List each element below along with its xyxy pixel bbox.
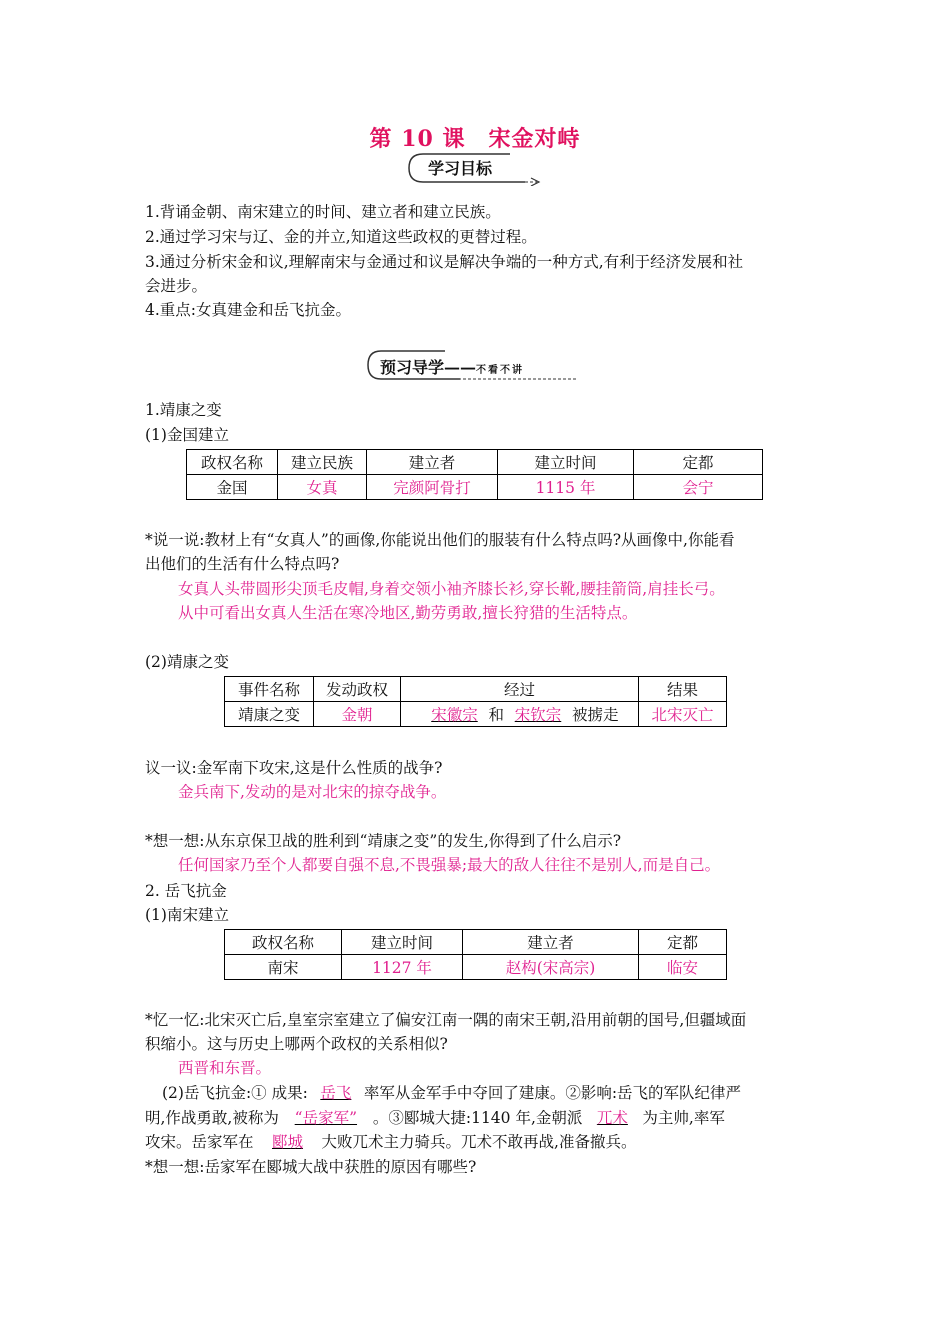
table-header: 经过 bbox=[401, 677, 639, 702]
preview-dash: —— bbox=[444, 358, 477, 377]
table-cell: 完颜阿骨打 bbox=[367, 475, 498, 500]
blank-answer: 岳飞 bbox=[320, 1084, 352, 1102]
para-text: 明,作战勇敢,被称为 bbox=[145, 1109, 279, 1127]
question-3: *想一想:从东京保卫战的胜利到“靖康之变”的发生,你得到了什么启示? bbox=[145, 832, 622, 850]
and-text: 和 bbox=[488, 706, 504, 724]
table-header: 建立者 bbox=[463, 930, 639, 955]
question-1-cont: 出他们的生活有什么特点吗? bbox=[145, 555, 340, 573]
para-text: 。③郾城大捷:1140 年,金朝派 bbox=[372, 1109, 583, 1127]
blank-answer: 宋钦宗 bbox=[514, 706, 562, 724]
goal-3: 3.通过分析宋金和议,理解南宋与金通过和议是解决争端的一种方式,有利于经济发展和社 bbox=[145, 253, 744, 271]
question-4-cont: 积缩小。这与历史上哪两个政权的关系相似? bbox=[145, 1035, 448, 1053]
taken-text: 被掳走 bbox=[572, 706, 619, 724]
jin-founding-table bbox=[186, 449, 763, 500]
table-header: 建立时间 bbox=[498, 450, 634, 475]
goal-4: 4.重点:女真建金和岳飞抗金。 bbox=[145, 301, 352, 319]
table-cell: 1115 年 bbox=[498, 475, 634, 500]
table-header: 政权名称 bbox=[225, 930, 342, 955]
question-1: *说一说:教材上有“女真人”的画像,你能说出他们的服装有什么特点吗?从画像中,你能看 bbox=[145, 531, 735, 549]
table-header: 事件名称 bbox=[225, 677, 314, 702]
goal-1: 1.背诵金朝、南宋建立的时间、建立者和建立民族。 bbox=[145, 203, 501, 221]
table-header: 发动政权 bbox=[314, 677, 401, 702]
preview-main: 预习导学 bbox=[380, 358, 445, 377]
blank-answer: 兀术 bbox=[596, 1109, 628, 1127]
page-title: 第 10 课 宋金对峙 bbox=[369, 126, 581, 152]
question-4: *忆一忆:北宋灭亡后,皇室宗室建立了偏安江南一隅的南宋王朝,沿用前朝的国号,但疆域面 bbox=[145, 1011, 747, 1029]
preview-label bbox=[380, 355, 524, 378]
table-header: 建立民族 bbox=[278, 450, 367, 475]
yuefei-para-line-1 bbox=[162, 1082, 741, 1104]
yuefei-para-line-2 bbox=[145, 1107, 725, 1129]
table-cell: 金朝 bbox=[314, 702, 401, 727]
question-2: 议一议:金军南下攻宋,这是什么性质的战争? bbox=[145, 759, 443, 777]
table-cell: 女真 bbox=[278, 475, 367, 500]
table-header: 建立时间 bbox=[342, 930, 463, 955]
para-text: 率军从金军手中夺回了建康。②影响:岳飞的军队纪律严 bbox=[363, 1084, 742, 1102]
jingkang-table bbox=[224, 676, 727, 727]
answer-3: 任何国家乃至个人都要自强不息,不畏强暴;最大的敌人往往不是别人,而是自己。 bbox=[178, 856, 721, 874]
section-1b-heading: (2)靖康之变 bbox=[145, 653, 229, 671]
table-cell: 赵构(宋高宗) bbox=[463, 955, 639, 980]
section-1a-heading: (1)金国建立 bbox=[145, 426, 229, 444]
process-cell bbox=[401, 702, 639, 727]
section-2-heading: 2. 岳飞抗金 bbox=[145, 882, 227, 900]
table-cell: 南宋 bbox=[225, 955, 342, 980]
para-text: 为主帅,率军 bbox=[642, 1109, 725, 1127]
table-cell: 会宁 bbox=[634, 475, 763, 500]
answer-2: 金兵南下,发动的是对北宋的掠夺战争。 bbox=[178, 783, 447, 801]
table-header: 结果 bbox=[639, 677, 727, 702]
blank-answer: “岳家军” bbox=[294, 1109, 358, 1127]
answer-1-cont: 从中可看出女真人生活在寒冷地区,勤劳勇敢,擅长狩猎的生活特点。 bbox=[178, 604, 638, 622]
table-cell: 北宋灭亡 bbox=[639, 702, 727, 727]
para-text: 大败兀术主力骑兵。兀术不敢再战,准备撤兵。 bbox=[321, 1133, 637, 1151]
answer-1: 女真人头带圆形尖顶毛皮帽,身着交领小袖齐膝长衫,穿长靴,腰挂箭筒,肩挂长弓。 bbox=[178, 580, 725, 598]
blank-answer: 郾城 bbox=[272, 1133, 304, 1151]
section-2a-heading: (1)南宋建立 bbox=[145, 906, 229, 924]
table-cell: 1127 年 bbox=[342, 955, 463, 980]
answer-4: 西晋和东晋。 bbox=[178, 1059, 272, 1077]
yuefei-para-line-3 bbox=[145, 1131, 636, 1153]
table-header: 定都 bbox=[634, 450, 763, 475]
table-header: 定都 bbox=[639, 930, 727, 955]
table-cell: 临安 bbox=[639, 955, 727, 980]
preview-sub: 不看不讲 bbox=[476, 365, 525, 376]
blank-answer: 宋徽宗 bbox=[431, 706, 478, 724]
table-cell: 靖康之变 bbox=[225, 702, 314, 727]
table-header: 政权名称 bbox=[187, 450, 278, 475]
goal-2: 2.通过学习宋与辽、金的并立,知道这些政权的更替过程。 bbox=[145, 228, 537, 246]
section-1-heading: 1.靖康之变 bbox=[145, 401, 222, 419]
goal-3-cont: 会进步。 bbox=[145, 277, 208, 295]
table-cell: 金国 bbox=[187, 475, 278, 500]
table-header: 建立者 bbox=[367, 450, 498, 475]
question-5: *想一想:岳家军在郾城大战中获胜的原因有哪些? bbox=[145, 1158, 477, 1176]
para-text: (2)岳飞抗金:① 成果: bbox=[162, 1084, 308, 1102]
study-goals-label: 学习目标 bbox=[428, 159, 493, 178]
southern-song-table bbox=[224, 929, 727, 980]
para-text: 攻宋。岳家军在 bbox=[145, 1133, 254, 1151]
